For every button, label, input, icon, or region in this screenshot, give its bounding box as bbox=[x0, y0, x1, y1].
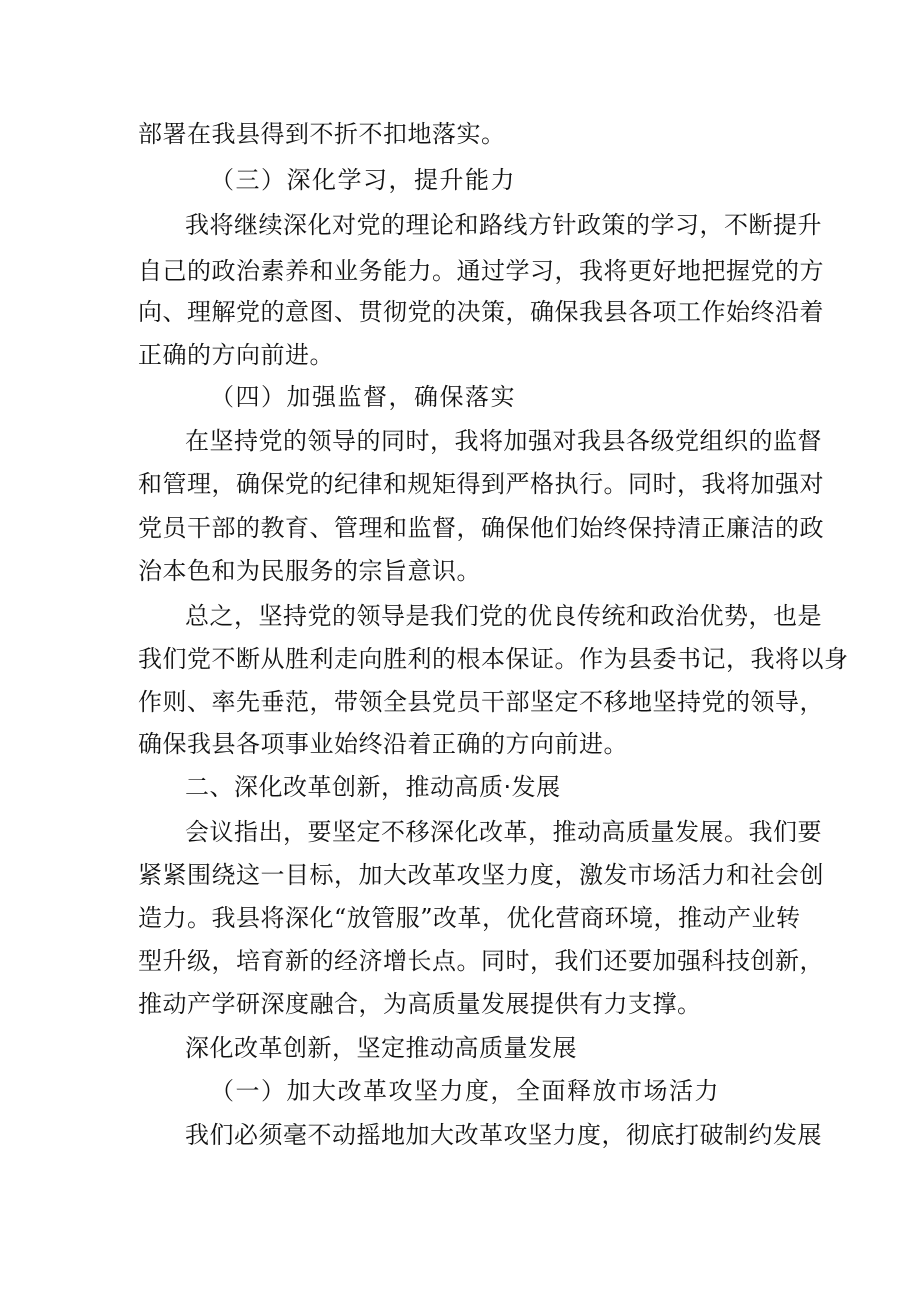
paragraph-line: 正确的方向前进。 bbox=[138, 341, 334, 369]
section-subheading: （四）加强监督，确保落实 bbox=[210, 383, 516, 411]
paragraph-line: 部署在我县得到不折不扣地落实。 bbox=[138, 120, 506, 148]
section-subheading: （一）加大改革攻坚力度，全面释放市场活力 bbox=[210, 1077, 720, 1105]
paragraph-line: 向、理解党的意图、贯彻党的决策，确保我县各项工作始终沿着 bbox=[138, 298, 824, 326]
paragraph-line: 我们必须毫不动摇地加大改革攻坚力度，彻底打破制约发展 bbox=[185, 1121, 822, 1149]
paragraph-line: 治本色和为民服务的宗旨意识。 bbox=[138, 557, 481, 585]
paragraph-line: 我将继续深化对党的理论和路线方针政策的学习，不断提升 bbox=[185, 211, 822, 239]
paragraph-line: 总之，坚持党的领导是我们党的优良传统和政治优势，也是 bbox=[185, 602, 822, 630]
section-subheading: （三）深化学习，提升能力 bbox=[210, 166, 516, 194]
paragraph-line: 党员干部的教育、管理和监督，确保他们始终保持清正廉洁的政 bbox=[138, 514, 824, 542]
paragraph-line: 在坚持党的领导的同时，我将加强对我县各级党组织的监督 bbox=[185, 427, 822, 455]
paragraph-line: 确保我县各项事业始终沿着正确的方向前进。 bbox=[138, 730, 628, 758]
paragraph-line: 和管理，确保党的纪律和规矩得到严格执行。同时，我将加强对 bbox=[138, 470, 824, 498]
section-heading: 二、深化改革创新，推动高质·发展 bbox=[185, 773, 561, 801]
paragraph-line: 自己的政治素养和业务能力。通过学习，我将更好地把握党的方 bbox=[138, 257, 824, 285]
paragraph-line: 造力。我县将深化“放管服”改革，优化营商环境，推动产业转 bbox=[138, 904, 801, 932]
paragraph-line: 我们党不断从胜利走向胜利的根本保证。作为县委书记，我将以身 bbox=[138, 645, 849, 673]
paragraph-line: 作则、率先垂范，带领全县党员干部坚定不移地坚持党的领导， bbox=[138, 688, 824, 716]
paragraph-line: 紧紧围绕这一目标，加大改革攻坚力度，激发市场活力和社会创 bbox=[138, 861, 824, 889]
paragraph-line: 推动产学研深度融合，为高质量发展提供有力支撑。 bbox=[138, 990, 702, 1018]
paragraph-line: 型升级，培育新的经济增长点。同时，我们还要加强科技创新， bbox=[138, 947, 824, 975]
section-subheading: 深化改革创新，坚定推动高质量发展 bbox=[185, 1034, 577, 1062]
paragraph-line: 会议指出，要坚定不移深化改革，推动高质量发展。我们要 bbox=[185, 818, 822, 846]
